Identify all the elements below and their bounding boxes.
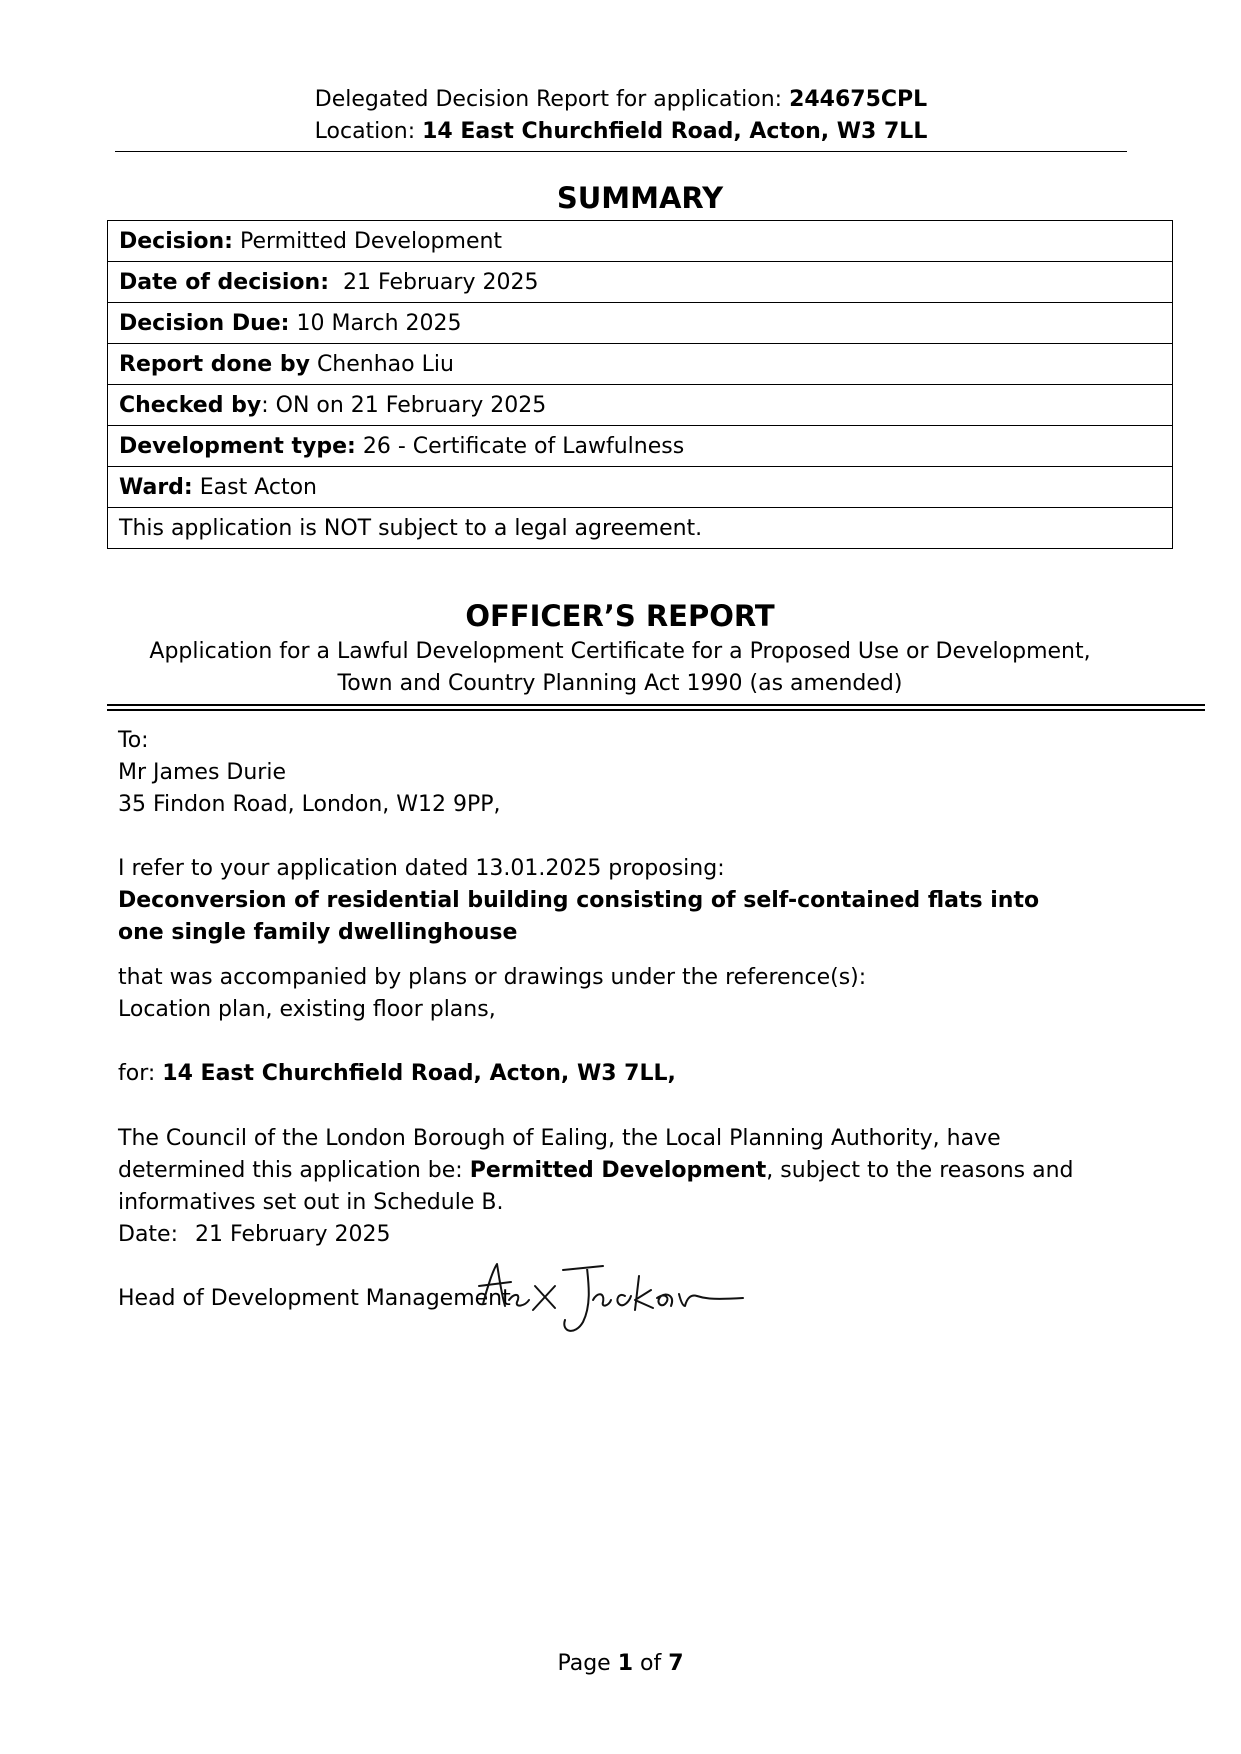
row-label: Decision: [119, 228, 233, 254]
determination-line: The Council of the London Borough of Ealing, the Local Planning Authority, have [118, 1126, 1001, 1151]
page-footer [0, 1648, 1241, 1680]
proposal-description [118, 885, 1138, 949]
summary-row-development-type [108, 426, 1173, 467]
date-value: 21 February 2025 [195, 1222, 391, 1247]
summary-row-decision-due [108, 303, 1173, 344]
determination-line: informatives set out in Schedule B. [118, 1190, 504, 1215]
report-header [115, 84, 1127, 148]
row-label: Report done by [119, 351, 310, 377]
proposal-line: one single family dwellinghouse [118, 920, 518, 945]
recipient-address: 35 Findon Road, London, W12 9PP, [118, 792, 501, 817]
row-label: Decision Due: [119, 310, 290, 336]
plans-list: Location plan, existing floor plans, [118, 997, 496, 1022]
date-label: Date: [118, 1222, 178, 1247]
summary-cell [108, 426, 1173, 467]
row-label: Date of decision: [119, 269, 330, 295]
row-label: Development type: [119, 433, 356, 459]
determination-block [118, 1123, 1138, 1251]
summary-cell [108, 467, 1173, 508]
summary-cell [108, 344, 1173, 385]
row-value: : ON on 21 February 2025 [261, 392, 547, 418]
row-value: Chenhao Liu [309, 351, 454, 377]
summary-cell [108, 303, 1173, 344]
for-label: for: [118, 1061, 156, 1086]
of-label: of [640, 1651, 662, 1676]
determination-text: determined this application be: [118, 1158, 470, 1183]
application-number: 244675CPL [789, 87, 928, 112]
summary-row-decision [108, 221, 1173, 262]
signatory-title: Head of Development Management [118, 1286, 511, 1311]
row-value: 21 February 2025 [329, 269, 539, 295]
page-current: 1 [617, 1651, 634, 1676]
summary-row-legal-note [108, 508, 1173, 549]
to-label: To: [118, 728, 149, 753]
date-line [118, 1219, 1138, 1251]
application-line [115, 84, 1127, 116]
summary-cell [108, 221, 1173, 262]
location-address: 14 East Churchfield Road, Acton, W3 7LL [422, 119, 928, 144]
proposal-line: Deconversion of residential building consisting of self-contained flats into [118, 888, 1040, 913]
subtitle-line: Application for a Lawful Development Certificate for a Proposed Use or Development, [149, 639, 1091, 664]
summary-heading: SUMMARY [556, 181, 724, 215]
for-line [118, 1058, 1138, 1090]
summary-cell [108, 262, 1173, 303]
location-label: Location: [314, 119, 416, 144]
location-line [115, 116, 1127, 148]
determination-line [118, 1155, 1138, 1187]
recipient-name: Mr James Durie [118, 760, 286, 785]
row-value: 10 March 2025 [289, 310, 462, 336]
summary-row-date-of-decision [108, 262, 1173, 303]
page-total: 7 [668, 1651, 684, 1676]
row-value: East Acton [192, 474, 317, 500]
plans-intro: that was accompanied by plans or drawings under the reference(s): [118, 965, 867, 990]
summary-row-checked-by [108, 385, 1173, 426]
summary-table [107, 220, 1173, 549]
summary-row-report-done-by [108, 344, 1173, 385]
summary-cell [108, 385, 1173, 426]
double-divider [107, 704, 1205, 711]
row-value: 26 - Certificate of Lawfulness [355, 433, 685, 459]
handwritten-signature [475, 1256, 745, 1338]
row-label: Ward: [119, 474, 193, 500]
summary-row-ward [108, 467, 1173, 508]
application-intro: I refer to your application dated 13.01.2025 proposing: [118, 856, 725, 881]
determination-text: , subject to the reasons and [766, 1158, 1074, 1183]
for-address: 14 East Churchfield Road, Acton, W3 7LL, [162, 1061, 676, 1086]
plans-block [118, 962, 1138, 1026]
page-label: Page [557, 1651, 611, 1676]
row-label: Checked by [119, 392, 262, 418]
recipient-block [118, 725, 1138, 821]
officer-report-subtitle [107, 636, 1133, 700]
officer-report-heading: OFFICER’S REPORT [465, 599, 775, 633]
determination-outcome: Permitted Development [469, 1158, 767, 1183]
subtitle-line: Town and Country Planning Act 1990 (as amended) [337, 671, 903, 696]
application-label: Delegated Decision Report for application: [314, 87, 783, 112]
summary-cell: This application is NOT subject to a legal agreement. [108, 508, 1173, 549]
header-divider [115, 151, 1127, 152]
row-value: Permitted Development [232, 228, 503, 254]
